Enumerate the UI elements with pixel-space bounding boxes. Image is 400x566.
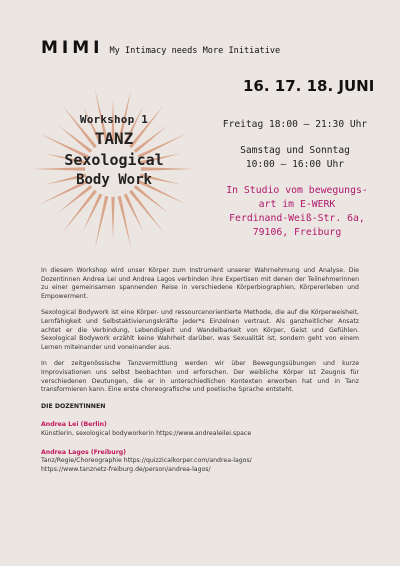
weekend-days: Samstag und Sonntag bbox=[240, 145, 350, 156]
venue-line: In Studio vom bewegungs- bbox=[226, 185, 368, 196]
workshop-title-line3: Body Work bbox=[76, 172, 152, 188]
lecturers-heading: DIE DOZENTINNEN bbox=[41, 402, 106, 410]
paragraph: In diesem Workshop wird unser Körper zum Instrument unserer Wahrnehmung und Analyse. Die Dozentinnen Andrea Lei und Andrea Lagos verbinden ihre Expertisen mit denen der Teilnehmerinnen zu einer gemeinsamen spannenden Reise in verschiedene Körperbiographien, Körpererleben und Empowerment. bbox=[41, 267, 359, 300]
venue-info bbox=[212, 184, 382, 240]
weekend-time: 10:00 – 16:00 Uhr bbox=[245, 159, 345, 170]
workshop-title-line1: TANZ bbox=[94, 129, 134, 148]
paragraph: Sexological Bodywork ist eine Körper- und ressourcenorientierte Methode, die auf die Körperweisheit, Lernfähigkeit und Selbstaktivierungskräfte jeder*s Einzelnen vertraut. Als ganzheitlicher Ansatz achtet er die Verbindung, Lebendigkeit und Wandelbarkeit von Körper, Geist und Gefühlen. Sexological Bodywork erzählt keine Wahrheit darüber, was Sexualität ist, sondern geht von einem Lernen miteinander und voneinander aus. bbox=[41, 309, 359, 351]
sun-ray bbox=[134, 185, 168, 213]
friday-schedule: Freitag 18:00 – 21:30 Uhr bbox=[222, 119, 368, 130]
header bbox=[41, 38, 371, 58]
description-body bbox=[41, 267, 359, 484]
brand-tagline: My Intimacy needs More Initiative bbox=[109, 46, 281, 56]
lecturer-details: Tanz/Regie/Choreographie https://quizzicalkorper.com/andrea-lagos/ bbox=[41, 457, 252, 465]
lecturer-name: Andrea Lei (Berlin) bbox=[41, 421, 107, 429]
paragraph: In der zeitgenössische Tanzvermittlung werden wir über Bewegungsübungen und kurze Improvisationen uns selbst beobachten und erforschen. Der weibliche Körper ist Zeugnis für verschiedenen Deutungen, die er in unterschiedlichen Kontexten erworben hat und in Tanz transformieren kann. Eine erste choreografische und poetische Sprache entsteht. bbox=[41, 360, 359, 394]
lecturer-bio bbox=[41, 421, 359, 438]
sun-ray bbox=[58, 185, 92, 213]
lecturer-name: Andrea Lagos (Freiburg) bbox=[41, 448, 127, 456]
brand-logo: MIMI bbox=[41, 38, 104, 58]
event-dates: 16. 17. 18. JUNI bbox=[243, 77, 375, 95]
sun-ray bbox=[111, 197, 114, 239]
venue-line: 79106, Freiburg bbox=[252, 227, 342, 238]
lecturer-details: https://www.tanznetz-freiburg.de/person/andrea-lagos/ bbox=[41, 465, 211, 473]
venue-line: Ferdinand-Weiß-Str. 6a, bbox=[229, 213, 365, 224]
workshop-title-block bbox=[55, 113, 173, 188]
workshop-title-line2: Sexological bbox=[64, 151, 164, 169]
lecturer-bio bbox=[41, 449, 359, 475]
workshop-label: Workshop 1 bbox=[79, 113, 149, 126]
lecturer-details: Künstlerin, sexological bodyworkerin https://www.andrealeilei.space bbox=[41, 429, 252, 437]
venue-line: art im E-WERK bbox=[258, 199, 336, 210]
